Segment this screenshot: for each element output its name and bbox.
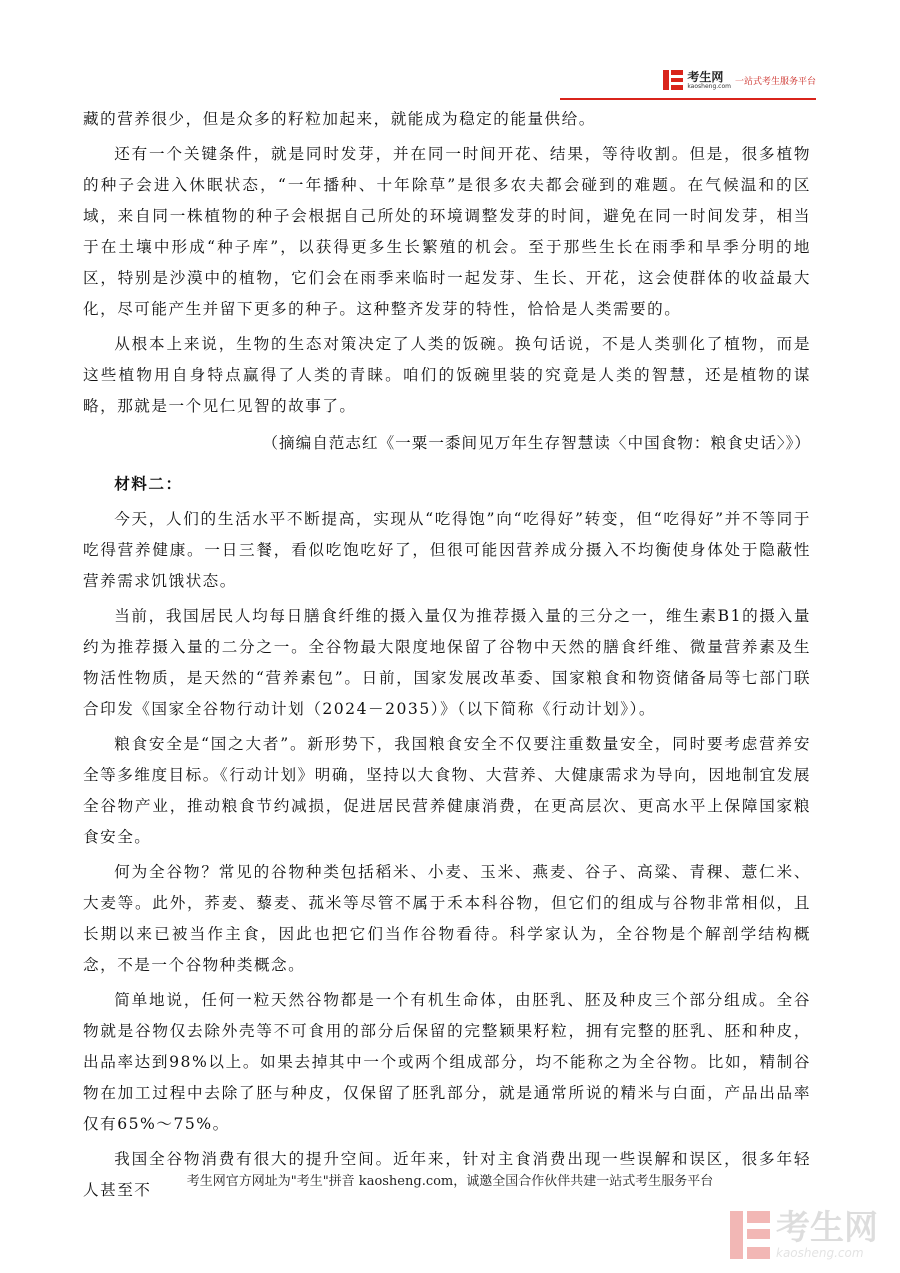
paragraph: 简单地说，任何一粒天然谷物都是一个有机生命体，由胚乳、胚及种皮三个部分组成。全谷物就是谷物仅去除外壳等不可食用的部分后保留的完整颖果籽粒，拥有完整的胚乳、胚和种皮，出品率达到98%以上。如果去掉其中一个或两个组成部分，均不能称之为全谷物。比如，精制谷物在加工过程中去除了胚与种皮，仅保留了胚乳部分，就是通常所说的精米与白面，产品出品率仅有65%～75%。: [83, 991, 811, 1133]
logo-brand: [687, 71, 731, 90]
page-header: [663, 70, 816, 90]
section-heading: 材料二：: [114, 475, 183, 493]
header-divider: [560, 98, 816, 100]
watermark-name: 考生网: [776, 1208, 878, 1248]
watermark-domain: kaosheng.com: [776, 1246, 864, 1260]
page-footer: 考生网官方网址为"考生"拼音 kaosheng.com，诚邀全国合作伙伴共建一站式考生服务平台: [186, 1174, 714, 1189]
paragraph: 何为全谷物？常见的谷物种类包括稻米、小麦、玉米、燕麦、谷子、高粱、青稞、薏仁米、大麦等。此外，荞麦、藜麦、菰米等尽管不属于禾本科谷物，但它们的组成与谷物非常相似，且长期以来已被当作主食，因此也把它们当作谷物看待。科学家认为，全谷物是个解剖学结构概念，不是一个谷物种类概念。: [83, 863, 811, 974]
paragraph: 从根本上来说，生物的生态对策决定了人类的饭碗。换句话说，不是人类驯化了植物，而是这些植物用自身特点赢得了人类的青睐。咱们的饭碗里装的究竟是人类的智慧，还是植物的谋略，那就是一个见仁见智的故事了。: [83, 335, 811, 415]
paragraph: 还有一个关键条件，就是同时发芽，并在同一时间开花、结果，等待收割。但是，很多植物的种子会进入休眠状态，“一年播种、十年除草”是很多农夫都会碰到的难题。在气候温和的区域，来自同一株植物的种子会根据自己所处的环境调整发芽的时间，避免在同一时间发芽，相当于在土壤中形成“种子库”，以获得更多生长繁殖的机会。至于那些生长在雨季和旱季分明的地区，特别是沙漠中的植物，它们会在雨季来临时一起发芽、生长、开花，这会使群体的收益最大化，尽可能产生并留下更多的种子。这种整齐发芽的特性，恰恰是人类需要的。: [83, 145, 811, 318]
kaosheng-logo-icon: [663, 70, 683, 90]
paragraph: 粮食安全是“国之大者”。新形势下，我国粮食安全不仅要注重数量安全，同时要考虑营养安全等多维度目标。《行动计划》明确，坚持以大食物、大营养、大健康需求为导向，因地制宜发展全谷物产业，推动粮食节约减损，促进居民营养健康消费，在更高层次、更高水平上保障国家粮食安全。: [83, 735, 811, 846]
header-slogan: 一站式考生服务平台: [734, 76, 816, 87]
paragraph: 藏的营养很少，但是众多的籽粒加起来，就能成为稳定的能量供给。: [83, 110, 596, 128]
watermark: [730, 1208, 878, 1260]
paragraph: 我国全谷物消费有很大的提升空间。近年来，针对主食消费出现一些误解和误区，很多年轻人甚至不: [83, 1150, 811, 1199]
kaosheng-watermark-icon: [730, 1211, 770, 1259]
source-citation: （摘编自范志红《一粟一黍间见万年生存智慧读〈中国食物：粮食史话〉》）: [262, 434, 811, 452]
logo-domain: kaosheng.com: [687, 82, 731, 90]
paragraph: 今天，人们的生活水平不断提高，实现从“吃得饱”向“吃得好”转变，但“吃得好”并不等同于吃得营养健康。一日三餐，看似吃饱吃好了，但很可能因营养成分摄入不均衡使身体处于隐蔽性营养需求饥饿状态。: [83, 510, 811, 590]
paragraph: 当前，我国居民人均每日膳食纤维的摄入量仅为推荐摄入量的三分之一，维生素B1的摄入量约为推荐摄入量的二分之一。全谷物最大限度地保留了谷物中天然的膳食纤维、微量营养素及生物活性物质，是天然的“营养素包”。日前，国家发展改革委、国家粮食和物资储备局等七部门联合印发《国家全谷物行动计划（2024－2035）》（以下简称《行动计划》）。: [83, 607, 811, 718]
logo-name: 考生网: [687, 69, 724, 84]
document-body: [83, 104, 811, 1206]
